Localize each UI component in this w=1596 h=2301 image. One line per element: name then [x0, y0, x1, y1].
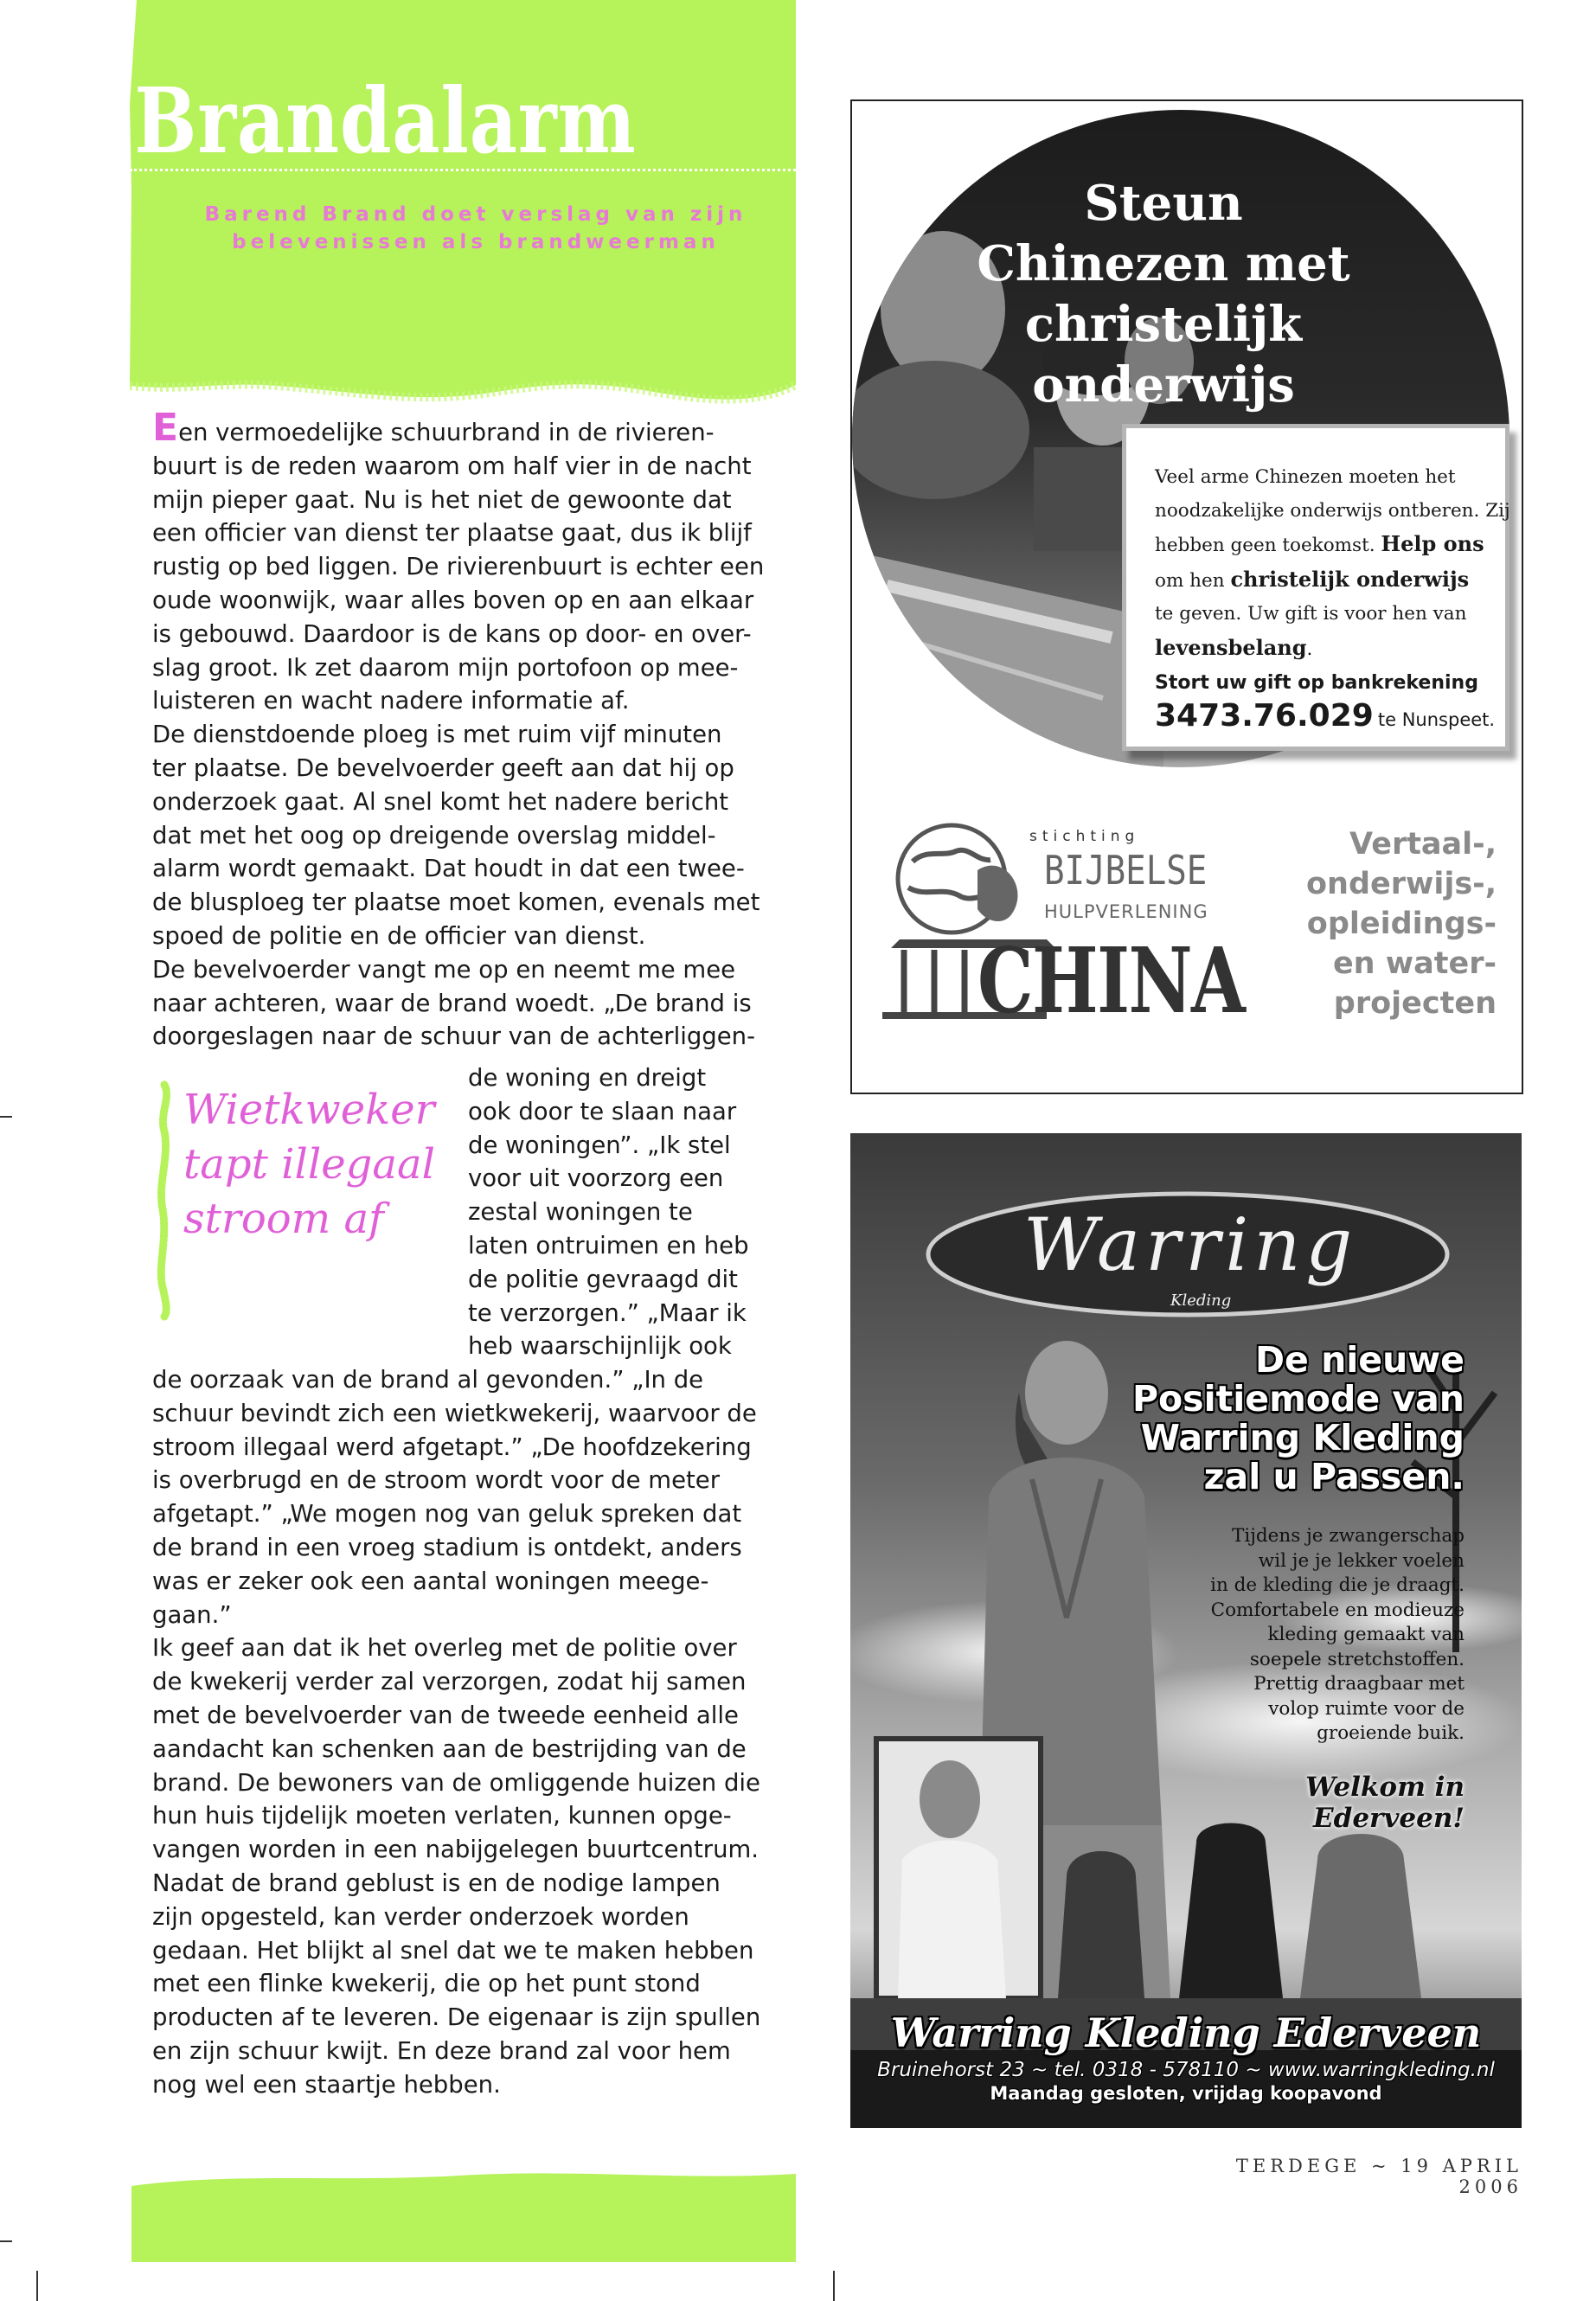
china-heading-line: Steun — [1084, 175, 1243, 232]
china-text-line — [1155, 528, 1501, 563]
warring-body-line: groeiende buik. — [1317, 1722, 1465, 1744]
footer-band — [131, 2167, 796, 2262]
article-line: gedaan. Het blijkt al snel dat we te maken hebben — [152, 1936, 754, 1965]
article-line: hun huis tijdelijk moeten verlaten, kunnen opge- — [152, 1802, 732, 1830]
article-line: laten ontruimen en heb — [468, 1231, 749, 1259]
crop-mark — [36, 2271, 38, 2301]
projects-line: onderwijs-, — [1306, 867, 1497, 901]
article-line: onderzoek gaat. Al snel komt het nadere bericht — [152, 787, 729, 816]
pull-quote-line: Wietkweker — [183, 1086, 435, 1134]
china-text-line — [1155, 631, 1501, 667]
logo-china: CHINA — [977, 927, 1245, 1034]
ad-warring — [850, 1133, 1522, 2128]
article-line: ook door te slaan naar — [468, 1097, 737, 1125]
china-text-fragment: om hen — [1155, 569, 1225, 592]
article-line: de politie gevraagd dit — [468, 1265, 738, 1293]
article-line: een officier van dienst ter plaatse gaat, dus ik blijf — [152, 519, 752, 548]
article-line: voor uit voorzorg een — [468, 1164, 724, 1193]
article-line: en zijn schuur kwijt. En deze brand zal voor hem — [152, 2036, 731, 2065]
article-line: de oorzaak van de brand al gevonden.” „In de — [152, 1366, 704, 1394]
warring-body-line: Comfortabele en modieuze — [1210, 1599, 1465, 1621]
article-body-part-1 — [152, 406, 775, 1054]
article-line: brand. De bewoners van de omliggende huizen die — [152, 1768, 760, 1797]
pull-quote-line: stroom af — [183, 1195, 384, 1243]
article-line: oude woonwijk, waar alles boven op en aan elkaar — [152, 586, 754, 614]
china-heading — [887, 173, 1440, 415]
crop-mark — [0, 2240, 12, 2242]
article-line: De dienstdoende ploeg is met ruim vijf minuten — [152, 721, 722, 749]
article-line: naar achteren, waar de brand woedt. „De brand is — [152, 989, 752, 1017]
warring-body-line: kleding gemaakt van — [1267, 1624, 1465, 1645]
warring-body-line: volop ruimte voor de — [1268, 1697, 1465, 1720]
article-line: afgetapt.” „We mogen nog van geluk spreken dat — [152, 1500, 742, 1529]
article-line: ter plaatse. De bevelvoerder geeft aan dat hij op — [152, 753, 734, 782]
warring-body-line: Prettig draagbaar met — [1253, 1673, 1465, 1695]
warring-address: Bruinehorst 23 ~ tel. 0318 - 578110 ~ www.warringkleding.nl — [877, 2059, 1495, 2081]
warring-headline-line: Positiemode van — [1131, 1378, 1465, 1420]
pull-quote-bracket — [145, 1080, 180, 1322]
china-heading-line: christelijk onderwijs — [1024, 296, 1303, 413]
china-text-fragment: . — [1306, 638, 1313, 660]
article-first-line — [152, 406, 775, 450]
china-projects — [1224, 824, 1497, 1023]
projects-line: Vertaal-, — [1349, 827, 1497, 862]
warring-body — [1188, 1524, 1465, 1747]
china-text-fragment: hebben geen toekomst. — [1155, 535, 1375, 556]
article-line: zestal woningen te — [468, 1198, 693, 1227]
china-info-box — [1122, 424, 1509, 751]
china-text-line: noodzakelijke onderwijs ontberen. Zij — [1155, 499, 1510, 522]
warring-store-name: Warring Kleding Ederveen — [890, 2009, 1482, 2056]
china-account-city: te Nunspeet. — [1377, 709, 1496, 730]
warring-body-line: Tijdens je zwangerschap — [1232, 1525, 1465, 1547]
article-body-part-3 — [152, 1363, 775, 2102]
warring-logo-word: Warring — [1023, 1202, 1358, 1287]
article-line: spoed de politie en de officier van dienst. — [152, 921, 646, 950]
china-bank-label: Stort uw gift op bankrekening — [1155, 672, 1478, 694]
article-line: zijn opgesteld, kan verder onderzoek worden — [152, 1902, 689, 1931]
china-text-line: te geven. Uw gift is voor hen van — [1155, 603, 1467, 625]
article-line: slag groot. Ik zet daarom mijn portofoon op mee- — [152, 653, 739, 682]
crop-mark — [0, 1116, 12, 1118]
china-text-line — [1155, 563, 1501, 599]
warring-headline-line: zal u Passen. — [1203, 1456, 1465, 1497]
article-line: schuur bevindt zich een wietkwekerij, waarvoor de — [152, 1399, 757, 1427]
warring-body-line: wil je je lekker voelen — [1258, 1549, 1465, 1572]
warring-headline — [1110, 1341, 1465, 1497]
warring-logo-sub: Kleding — [1170, 1292, 1232, 1310]
article-line: heb waarschijnlijk ook — [468, 1332, 732, 1361]
article-line: nog wel een staartje hebben. — [152, 2070, 501, 2099]
article-line: Ik geef aan dat ik het overleg met de politie over — [152, 1634, 737, 1663]
warring-body-line: soepele stretchstoffen. — [1249, 1648, 1465, 1670]
logo-hulpverlening: HULPVERLENING — [1044, 901, 1208, 922]
article-line: doorgeslagen naar de schuur van de achterliggen- — [152, 1022, 756, 1051]
article-line: is overbrugd en de stroom wordt voor de meter — [152, 1466, 720, 1495]
warring-opening-hours: Maandag gesloten, vrijdag koopavond — [990, 2083, 1382, 2104]
warring-headline-line: De nieuwe — [1254, 1339, 1465, 1381]
pull-quote-line: tapt illegaal — [183, 1140, 435, 1189]
article-line: alarm wordt gemaakt. Dat houdt in dat een twee- — [152, 855, 745, 883]
article-subtitle — [182, 201, 770, 256]
article-line: de kwekerij verder zal verzorgen, zodat hij samen — [152, 1668, 747, 1696]
article-line: aandacht kan schenken aan de bestrijding van de — [152, 1734, 747, 1763]
logo-bijbelse: BIJBELSE — [1044, 847, 1208, 894]
article-body-part-2 — [468, 1061, 788, 1363]
warring-welcome: Welkom in Ederveen! — [1305, 1772, 1465, 1834]
article-line: de woning en dreigt — [468, 1064, 707, 1092]
logo-stichting: stichting — [1029, 828, 1140, 845]
article-line: gaan.” — [152, 1600, 232, 1629]
article-line: De bevelvoerder vangt me op en neemt me mee — [152, 955, 736, 984]
china-text-bold: Help ons — [1381, 531, 1484, 556]
article-line: met de bevelvoerder van de tweede eenheid alle — [152, 1701, 739, 1729]
article-line: producten af te leveren. De eigenaar is zijn spullen — [152, 2003, 761, 2032]
crop-mark — [833, 2271, 835, 2301]
warring-headline-line: Warring Kleding — [1140, 1417, 1465, 1458]
china-account-number: 3473.76.029 — [1155, 698, 1374, 734]
article-line: rustig op bed liggen. De rivierenbuurt is echter een — [152, 553, 765, 581]
china-text-bold: christelijk onderwijs — [1230, 566, 1470, 592]
article-line: met een flinke kwekerij, die op het punt stond — [152, 1970, 701, 1998]
page-folio: TERDEGE ~ 19 APRIL 2006 — [1235, 2156, 1522, 2197]
projects-line: en water- — [1332, 946, 1497, 981]
pull-quote — [183, 1083, 443, 1247]
china-text-line: Veel arme Chinezen moeten het — [1155, 466, 1456, 488]
article-line: luisteren en wacht nadere informatie af. — [152, 687, 630, 715]
china-heading-line: Chinezen met — [977, 235, 1350, 292]
article-line: te verzorgen.” „Maar ik — [468, 1298, 747, 1327]
article-line: buurt is de reden waarom om half vier in de nacht — [152, 452, 752, 480]
article-line: de woningen”. „Ik stel — [468, 1131, 731, 1159]
projects-line: opleidings- — [1306, 907, 1497, 941]
warring-body-line: in de kleding die je draagt. — [1210, 1574, 1465, 1596]
article-line: vangen worden in een nabijgelegen buurtcentrum. — [152, 1836, 760, 1864]
article-line: is gebouwd. Daardoor is de kans op door- en over- — [152, 619, 752, 648]
article-line: stroom illegaal werd afgetapt.” „De hoofdzekering — [152, 1433, 752, 1461]
article-line: mijn pieper gaat. Nu is het niet de gewoonte dat — [152, 485, 732, 514]
china-bank-row — [1155, 698, 1495, 734]
article-line: was er zeker ook een aantal woningen meege- — [152, 1567, 709, 1595]
drop-cap: E — [152, 406, 179, 450]
article-line: en vermoedelijke schuurbrand in de rivieren- — [178, 419, 715, 446]
article-line: Nadat de brand geblust is en de nodige lampen — [152, 1868, 721, 1897]
ad-china — [850, 99, 1523, 1094]
subtitle-line: belevenissen als brandweerman — [232, 231, 720, 253]
article-title: Brandalarm — [134, 67, 637, 174]
china-info-text — [1155, 461, 1510, 666]
china-text-bold: levensbelang — [1155, 634, 1307, 660]
projects-line: projecten — [1333, 986, 1497, 1021]
article-line: de brand in een vroeg stadium is ontdekt, anders — [152, 1533, 742, 1561]
article-line: dat met het oog op dreigende overslag middel- — [152, 821, 716, 849]
article-line: de blusploeg ter plaatse moet komen, evenals met — [152, 888, 760, 917]
subtitle-line: Barend Brand doet verslag van zijn — [204, 203, 747, 226]
